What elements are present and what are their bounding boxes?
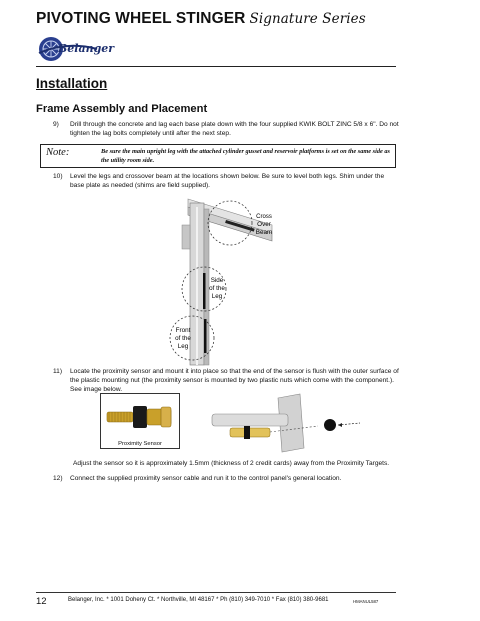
belanger-logo xyxy=(37,33,115,65)
title-text: PIVOTING WHEEL STINGER xyxy=(36,10,246,27)
step-9 xyxy=(53,120,400,138)
section-heading: Installation xyxy=(36,76,108,91)
step-text: Drill through the concrete and lag each base plate down with the four supplied KWIK BOLT ZINC 5/8 x 6". Do not tighten the lag bolts completely until after the next step. xyxy=(70,121,399,137)
note-label: Note: xyxy=(46,147,70,158)
page-number: 12 xyxy=(36,596,47,607)
footer-divider xyxy=(36,592,396,593)
sensor-caption: Proximity Sensor xyxy=(118,441,162,447)
proximity-sensor-icon xyxy=(101,394,179,440)
title-subtitle: Signature Series xyxy=(249,11,366,27)
label-side-3: Leg xyxy=(211,293,223,300)
document-code: HMANUL587 xyxy=(353,599,379,604)
label-front-3: Leg xyxy=(177,343,189,350)
proximity-sensor-figure xyxy=(100,393,180,449)
document-title xyxy=(36,10,366,28)
step-number: 9) xyxy=(53,121,59,128)
step-text: Connect the supplied proximity sensor cable and run it to the control panel's general location. xyxy=(70,475,342,482)
step-number: 11) xyxy=(53,368,63,375)
step-text: Locate the proximity sensor and mount it into place so that the end of the sensor is flush with the outer surface of the plastic mounting nut (the proximity sensor is mounted by two plastic nuts which come with the component.). See image below. xyxy=(70,368,399,393)
label-cross-beam-3: Beam xyxy=(255,229,273,236)
note-text: Be sure the main upright leg with the attached cylinder gusset and reservoir platforms is set on the same side as the utility room side. xyxy=(101,148,390,164)
label-side-1: Side xyxy=(210,277,224,284)
step-12 xyxy=(53,474,400,483)
label-front-1: Front xyxy=(175,327,191,334)
adjust-instruction: Adjust the sensor so it is approximately 1.5mm (thickness of 2 credit cards) away from the Proximity Targets. xyxy=(73,460,390,467)
sensor-mount-figure xyxy=(200,392,370,454)
step-number: 12) xyxy=(53,475,63,482)
label-cross-beam-2: Over xyxy=(257,221,271,228)
note-box xyxy=(40,144,396,168)
label-front-2: of the xyxy=(175,335,191,342)
label-cross-beam-1: Cross xyxy=(256,214,272,220)
header-divider xyxy=(36,66,396,67)
label-side-2: of the xyxy=(209,285,225,292)
step-number: 10) xyxy=(53,173,63,180)
step-11 xyxy=(53,367,400,394)
leg-assembly-figure xyxy=(168,185,280,365)
footer-address: Belanger, Inc. * 1001 Doheny Ct. * Northville, MI 48167 * Ph (810) 349-7010 * Fax (810) 380-9681 xyxy=(68,597,329,603)
logo-wordmark: Belanger xyxy=(58,42,115,55)
step-text: Level the legs and crossover beam at the locations shown below. Be sure to level both legs. Shim under the base plate as needed (shims are field supplied). xyxy=(70,173,385,189)
subsection-heading: Frame Assembly and Placement xyxy=(36,103,208,115)
